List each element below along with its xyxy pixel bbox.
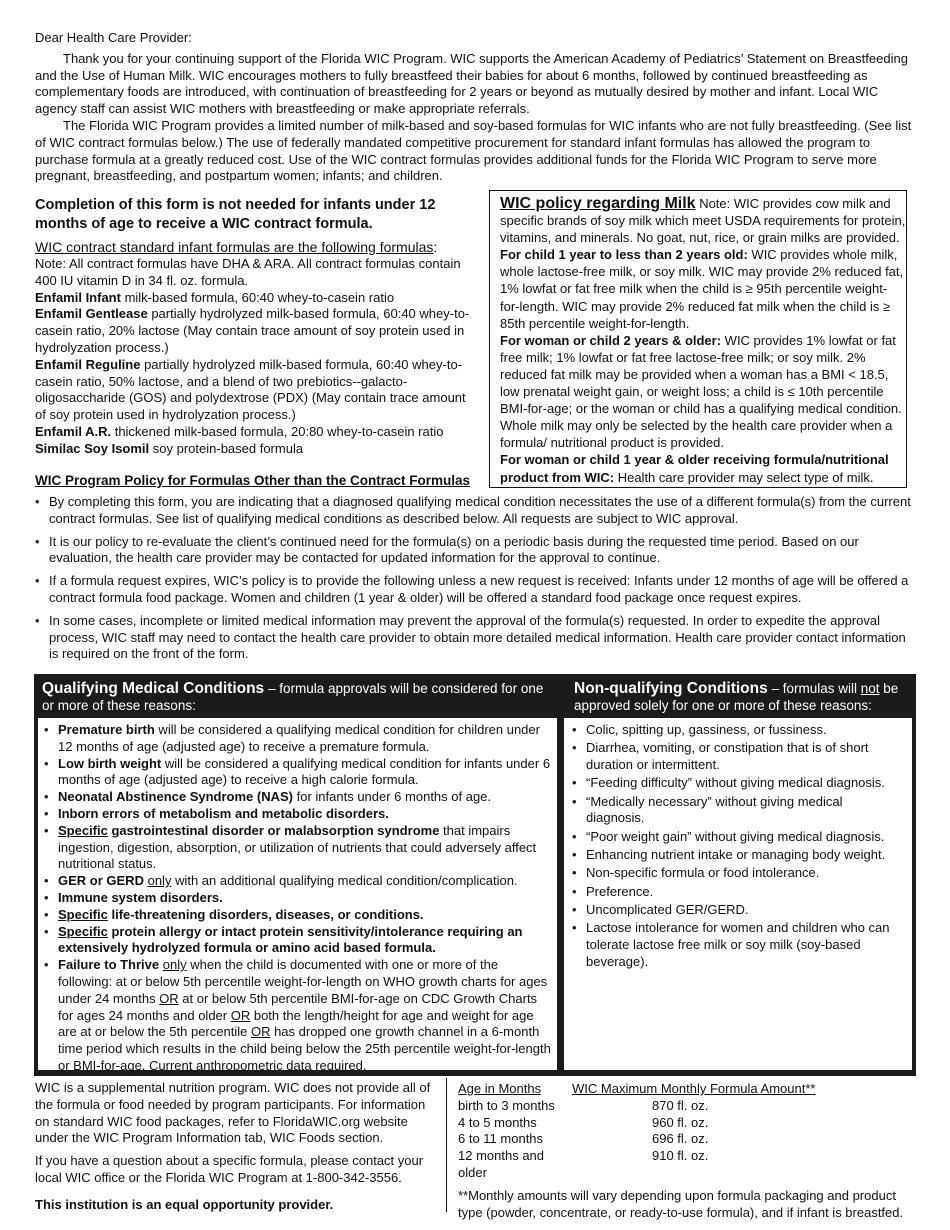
table-cell-age: 6 to 11 months — [458, 1131, 544, 1147]
list-item — [44, 806, 553, 823]
footer-divider — [446, 1078, 447, 1212]
formula-text: Health care provider may select type of milk. — [614, 469, 874, 485]
list-item: • “Feeding difficulty” without giving medical diagnosis. — [572, 775, 904, 792]
amount-note: **Monthly amounts will vary depending upon formula packaging and product type (powder, concentrate, or ready-to-use formula), and if infant is breastfed. — [458, 1187, 904, 1220]
lbw-text: will be considered a qualifying medical condition for infants under 6 months of age (adjusted age) to receive a high calorie formula. — [58, 755, 551, 788]
nonqualifying-sub1: – formulas will — [767, 681, 861, 696]
formula-item — [35, 357, 477, 424]
list-item — [44, 756, 553, 790]
list-item — [44, 722, 553, 756]
footer-para-3: This institution is an equal opportunity provider. — [35, 1196, 334, 1212]
list-item: • Non-specific formula or food intolerance. — [572, 865, 904, 882]
ger-label: GER or GERD — [58, 873, 144, 889]
nonqualifying-title: Non-qualifying Conditions — [574, 680, 768, 697]
ftt-or: OR — [250, 1024, 271, 1040]
formula-name: Enfamil A.R. — [35, 423, 112, 439]
ger-only: only — [147, 873, 172, 889]
formula-name: Enfamil Reguline — [35, 356, 141, 372]
list-item: • Preference. — [572, 884, 904, 901]
nonqualifying-list — [572, 722, 904, 971]
ftt-text-2: at or below 5th percentile BMI-for-age on CDC Growth Charts for ages 24 months and older — [58, 990, 538, 1023]
ftt-label: Failure to Thrive — [58, 957, 160, 973]
life-specific: Specific — [58, 906, 108, 922]
footer-para-2: If you have a question about a specific formula, please contact your local WIC office or the Florida WIC Program at 1-800-342-3556. — [35, 1153, 424, 1185]
contract-heading-line — [35, 238, 477, 256]
formula-desc: milk-based formula, 60:40 whey-to-casein ratio — [120, 289, 395, 305]
ftt-text-1: when the child is documented with one or more of the following: at or below 5th percentile weight-for-length on WHO growth charts for ages under 24 months — [58, 957, 548, 1006]
allergy-specific: Specific — [58, 923, 108, 939]
formula-desc: thickened milk-based formula, 20:80 whey-to-casein ratio — [111, 423, 444, 439]
qualifying-title: Qualifying Medical Conditions — [42, 680, 265, 697]
formula-name: Enfamil Gentlease — [35, 306, 148, 322]
allergy-label: protein allergy or intact protein sensitivity/intolerance requiring an extensively hydrolyzed formula or amino acid based formula. — [58, 923, 523, 956]
nonqualifying-sub2: be approved solely for one or more of these reasons: — [574, 681, 899, 713]
footer-info — [35, 1080, 437, 1220]
gi-text: that impairs ingestion, digestion, absorption, or utilization of nutrients that could adversely affect nutritional status. — [58, 822, 537, 872]
milk-policy-intro — [500, 195, 906, 246]
contract-formulas-section — [35, 196, 477, 458]
list-item — [44, 823, 553, 873]
woman-label: For woman or child 2 years & older: — [500, 332, 722, 348]
ftt-only: only — [162, 957, 187, 973]
formula-label: For woman or child 1 year & older receiving formula/nutritional product from WIC: — [500, 452, 889, 485]
greeting: Dear Health Care Provider: — [35, 30, 192, 45]
formula-desc: partially hydrolyzed milk-based formula, 60:40 whey-to-casein ratio, 20% lactose (May contain trace amount of soy protein used in hydrolyzation process.) — [35, 306, 470, 355]
formula-item — [35, 306, 477, 356]
nas-label: Neonatal Abstinence Syndrome (NAS) — [58, 789, 294, 805]
child1-text: WIC provides whole milk, whole lactose-free milk, or soy milk. WIC may provide 2% reduced fat, 1% lowfat or fat free milk when the child is ≥ 95th percentile weight-for-length. WIC may provide 2% reduced fat milk when the child is ≥ 85th percentile weight-for-length. — [500, 247, 904, 331]
formula-name: Enfamil Infant — [35, 289, 121, 305]
list-item: • Diarrhea, vomiting, or constipation that is of short duration or intermittent. — [572, 740, 904, 774]
conditions-table — [34, 674, 916, 1076]
milk-policy-title: WIC policy regarding Milk — [500, 195, 696, 212]
formula-desc: partially hydrolyzed milk-based formula, 60:40 whey-to-casein ratio, 50% lactose, and a blend of two prebiotics--galacto-oligosaccharide (GOS) and polydextrose (PDX) (May contain trace amount of soy protein used in hydrolyzation process.) — [35, 356, 466, 423]
table-cell-age: birth to 3 months — [458, 1097, 555, 1113]
amount-grid — [458, 1081, 918, 1182]
list-item — [44, 957, 553, 1075]
list-item — [44, 907, 553, 924]
gi-specific: Specific — [58, 822, 108, 838]
table-cell-age: 4 to 5 months — [458, 1114, 537, 1130]
completion-heading: Completion of this form is not needed for infants under 12 months of age to receive a WIC contract formula. — [35, 197, 436, 232]
contract-heading-colon: : — [433, 239, 438, 255]
life-label: life-threatening disorders, diseases, or conditions. — [107, 906, 424, 922]
table-cell-amount: 960 fl. oz. — [652, 1114, 709, 1130]
immune-label: Immune system disorders. — [58, 889, 223, 905]
list-item: • By completing this form, you are indicating that a diagnosed qualifying medical condition necessitates the use of a different formula(s) from the current contract formulas. See list of qualifying medical conditions as described below. All requests are subject to WIC approval. — [35, 494, 915, 528]
gi-label: gastrointestinal disorder or malabsorption syndrome — [107, 822, 440, 838]
qualifying-subtitle: – formula approvals will be considered for one or more of these reasons: — [42, 681, 544, 713]
nonqualifying-not: not — [860, 681, 880, 696]
intro-paragraph-2: The Florida WIC Program provides a limited number of milk-based and soy-based formulas for WIC infants who are not fully breastfeeding. (See list of WIC contract formulas below.) The use of federally mandated competitive procurement for standard infant formulas has allowed the program to purchase formula at a greatly reduced cost. Use of the WIC contract formulas provides additional funds for the Florida WIC Program to serve more pregnant, breastfeeding, and postpartum women; infants; and children. — [35, 117, 912, 184]
ger-text: with an additional qualifying medical condition/complication. — [171, 873, 518, 889]
list-item: • “Medically necessary” without giving medical diagnosis. — [572, 794, 904, 828]
formula-amount-table — [458, 1081, 918, 1221]
footer-para-1: WIC is a supplemental nutrition program. WIC does not provide all of the formula or food needed by program participants. For information on standard WIC food packages, refer to FloridaWIC.org website under the WIC Program Information tab, WIC Foods section. — [35, 1080, 431, 1146]
list-item: • “Poor weight gain” without giving medical diagnosis. — [572, 829, 904, 846]
nas-text: for infants under 6 months of age. — [293, 789, 492, 805]
intro-section — [35, 30, 915, 185]
list-item — [44, 789, 553, 806]
formula-item — [35, 441, 477, 458]
table-cell-age: 12 months and older — [458, 1148, 545, 1180]
milk-policy-box — [489, 190, 907, 488]
child1-label: For child 1 year to less than 2 years old: — [500, 247, 748, 263]
list-item: • It is our policy to re-evaluate the client’s continued need for the formula(s) on a periodic basis during the requested time period. Based on our evaluation, the health care provider may be contacted for updated information for the approval to continue. — [35, 534, 915, 568]
qualifying-list-panel — [38, 718, 557, 1073]
formula-desc: soy protein-based formula — [149, 440, 304, 456]
ftt-text-3: both the length/height for age and weight for age are at or below the 5th percentile — [58, 1007, 534, 1040]
ftt-or: OR — [230, 1007, 251, 1023]
policy-bullets — [35, 494, 915, 669]
list-item — [44, 873, 553, 890]
list-item: • Uncomplicated GER/GERD. — [572, 902, 904, 919]
list-item — [44, 890, 553, 907]
woman-text: WIC provides 1% lowfat or fat free milk; 1% lowfat or fat free lactose-free milk; or soy milk. 2% reduced fat milk may be provided when a woman has a BMI < 18.5, low prenatal weight gain, or weight loss; a child is ≤ 10th percentile BMI-for-age; or the woman or child has a qualifying medical condition. Whole milk may only be selected by the health care provider when a formula/ nutritional product is provided. — [500, 332, 902, 451]
premature-label: Premature birth — [58, 722, 155, 737]
nonqualifying-header — [566, 674, 916, 716]
milk-policy-woman — [500, 332, 906, 452]
milk-policy-formula — [500, 451, 906, 485]
table-cell-amount: 696 fl. oz. — [652, 1131, 709, 1147]
col-header-amount: WIC Maximum Monthly Formula Amount** — [572, 1081, 816, 1096]
qualifying-list — [44, 722, 553, 1075]
ftt-text-4: has dropped one growth channel in a 6-month time period which results in the child being below the 25th percentile weight-for-length or BMI-for-age. Current anthropometric data required. — [58, 1024, 551, 1073]
nonqualifying-list-panel — [564, 718, 912, 1070]
formula-item — [35, 424, 477, 441]
list-item: • Colic, spitting up, gassiness, or fussiness. — [572, 722, 904, 739]
table-cell-amount: 870 fl. oz. — [652, 1097, 709, 1113]
contract-heading: WIC contract standard infant formulas are the following formulas — [35, 239, 434, 255]
premature-text: will be considered a qualifying medical condition for children under 12 months of age (adjusted age) to receive a premature formula. — [58, 722, 540, 754]
contract-note: Note: All contract formulas have DHA & ARA. All contract formulas contain 400 IU vitamin D in 34 fl. oz. formula. — [35, 256, 461, 288]
list-item: • Enhancing nutrient intake or managing body weight. — [572, 847, 904, 864]
list-item: • In some cases, incomplete or limited medical information may prevent the approval of the formula(s) requested. In order to expedite the approval process, WIC staff may need to contact the health care provider to obtain more detailed medical information. Health care provider contact information is required on the front of the form. — [35, 613, 915, 663]
milk-policy-note: Note: WIC provides cow milk and specific brands of soy milk which meet USDA requirements for protein, vitamins, and minerals. No goat, nut, rice, or grain milks are provided. — [500, 196, 906, 246]
lbw-label: Low birth weight — [58, 755, 162, 771]
qualifying-header — [34, 674, 558, 716]
formula-name: Similac Soy Isomil — [35, 440, 150, 456]
list-item — [44, 924, 553, 958]
list-item: • If a formula request expires, WIC’s policy is to provide the following unless a new request is received: Infants under 12 months of age will be offered a contract formula food package. Women and children (1 year & older) will be offered a standard food package once request expires. — [35, 573, 915, 607]
intro-paragraph-1: Thank you for your continuing support of the Florida WIC Program. WIC supports the American Academy of Pediatrics’ Statement on Breastfeeding and the Use of Human Milk. WIC encourages mothers to fully breastfeed their babies for about 6 months, followed by continued breastfeeding as complementary foods are introduced, with continuation of breastfeeding for 2 years or beyond as mutually desired by mother and infant. Local WIC agency staff can assist WIC mothers with breastfeeding or make appropriate referrals. — [35, 50, 908, 117]
formula-item — [35, 290, 477, 307]
list-item: • Lactose intolerance for women and children who can tolerate lactose free milk or soy milk (soy-based beverage). — [572, 920, 904, 970]
milk-policy-child1 — [500, 246, 906, 331]
inborn-label: Inborn errors of metabolism and metabolic disorders. — [58, 805, 389, 821]
ftt-or: OR — [159, 990, 179, 1006]
policy-title: WIC Program Policy for Formulas Other than the Contract Formulas — [35, 473, 471, 488]
table-cell-amount: 910 fl. oz. — [652, 1148, 709, 1164]
col-header-age: Age in Months — [458, 1081, 542, 1096]
